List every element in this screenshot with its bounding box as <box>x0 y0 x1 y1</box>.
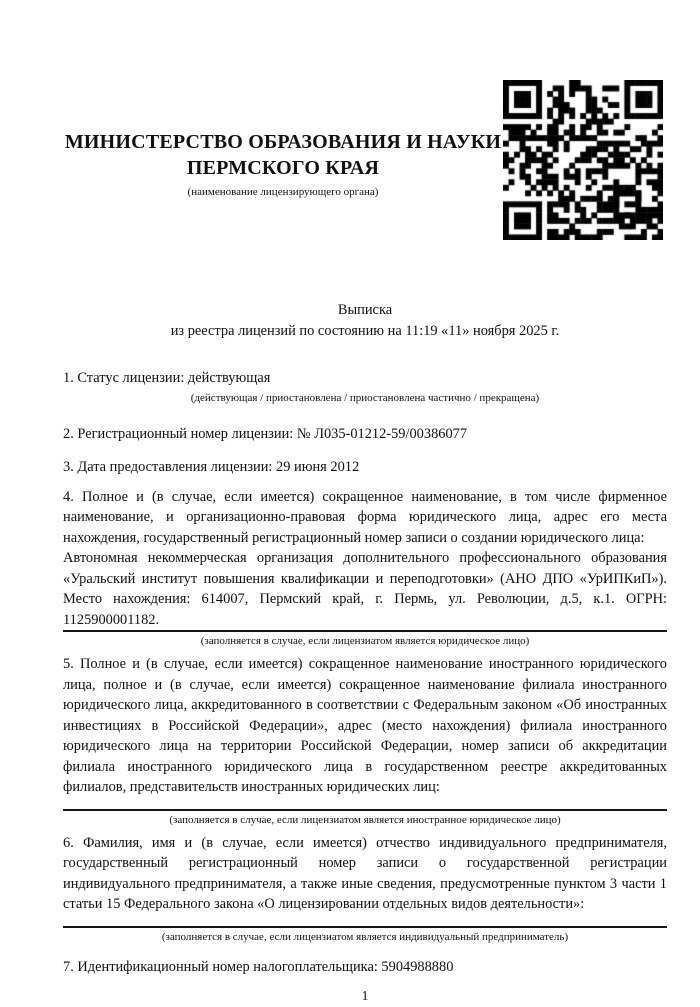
item-individual-entrepreneur <box>63 833 667 944</box>
document-title-line1: Выписка <box>337 302 393 318</box>
license-date-text: 3. Дата предоставления лицензии: 29 июня 2012 <box>63 459 360 475</box>
page-number: 1 <box>361 988 369 1003</box>
individual-entrepreneur-label: 6. Фамилия, имя и (в случае, если имеется) отчество индивидуального предпринимателя, государственный регистрационный номер записи о государственной регистрации индивидуального предпринимателя, а также иные сведения, предусмотренные пунктом 3 части 1 статьи 15 Федерального закона «О лицензировании отдельных видов деятельности»: <box>63 834 667 912</box>
document-title-line2: из реестра лицензий по состоянию на 11:19 «11» ноября 2025 г. <box>170 322 560 339</box>
item-registration-number <box>63 424 667 445</box>
registration-number-text: 2. Регистрационный номер лицензии: № Л035-01212-59/00386077 <box>63 425 468 442</box>
foreign-entity-label: 5. Полное и (в случае, если имеется) сокращенное наименование иностранного юридического лица, полное и (в случае, если имеется) сокращенное наименование филиала иностранного юридического лица, аккредитованного в соответствии с Федеральным законом «Об иностранных инвестициях в Российской Федерации», адрес (место нахождения) филиала иностранного юридического лица на территории Российской Федерации, номер записи об аккредитации филиала иностранного юридического лица в государственном реестре аккредитованных филиалов, представительств иностранных юридических лиц: <box>63 656 667 795</box>
item-license-status <box>63 368 667 405</box>
ministry-name-line1: МИНИСТЕРСТВО ОБРАЗОВАНИЯ И НАУКИ <box>64 131 502 153</box>
ministry-name-line2: ПЕРМСКОГО КРАЯ <box>186 157 380 179</box>
license-status-text: 1. Статус лицензии: действующая <box>63 370 271 386</box>
foreign-entity-blank-field <box>63 798 667 811</box>
legal-entity-caption: (заполняется в случае, если лицензиатом является юридическое лицо) <box>200 635 530 647</box>
individual-entrepreneur-caption: (заполняется в случае, если лицензиатом является индивидуальный предприниматель) <box>161 930 569 943</box>
item-legal-entity <box>63 487 667 649</box>
document-header <box>0 0 700 300</box>
taxpayer-number-text: 7. Идентификационный номер налогоплательщика: 5904988880 <box>63 958 454 975</box>
foreign-entity-caption: (заполняется в случае, если лицензиатом является иностранное юридическое лицо) <box>169 813 561 826</box>
item-foreign-entity <box>63 654 667 827</box>
ministry-block <box>63 129 503 199</box>
individual-entrepreneur-blank-field <box>63 915 667 928</box>
legal-entity-value: Автономная некоммерческая организация дополнительного профессионального образования «Уральский институт повышения квалификации и переподготовки» (АНО ДПО «УрИПКиП»). Место нахождения: 614007, Пермский край, г. Пермь, ул. Революции, д.5, к.1. ОГРН: 1125900001182. <box>63 548 667 632</box>
licensing-authority-caption: (наименование лицензирующего органа) <box>187 186 379 198</box>
document-title <box>63 300 667 341</box>
item-license-date <box>63 457 667 478</box>
document-body <box>0 300 700 1007</box>
qr-code-icon <box>503 80 663 240</box>
legal-entity-label: 4. Полное и (в случае, если имеется) сокращенное наименование, в том числе фирменное наименование, и организационно-правовая форма юридического лица, адрес его места нахождения, государственный регистрационный номер записи о создании юридического лица: <box>63 488 667 546</box>
license-status-options-caption: (действующая / приостановлена / приостановлена частично / прекращена) <box>190 391 540 404</box>
item-taxpayer-number <box>63 957 667 978</box>
